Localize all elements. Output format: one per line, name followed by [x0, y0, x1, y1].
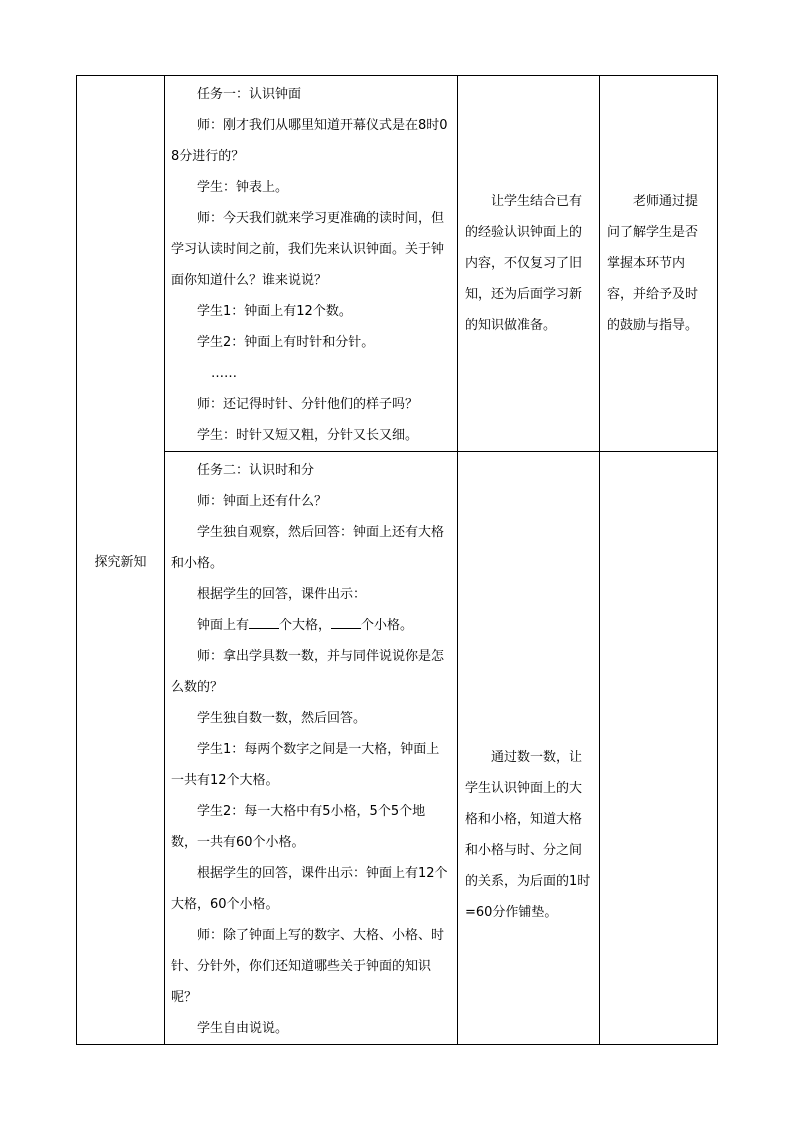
fill-text-3: 个小格。 [361, 618, 414, 633]
task2-line: 师：除了钟面上写的数字、大格、小格、时针、分针外，你们还知道哪些关于钟面的知识呢？ [171, 928, 445, 1005]
task1-content-cell [165, 76, 458, 452]
task1-line: 学生2：钟面上有时针和分针。 [197, 335, 375, 350]
task1-ellipsis: …… [211, 366, 237, 381]
task1-intent: 让学生结合已有的经验认识钟面上的内容，不仅复习了旧知，还为后面学习新的知识做准备。 [465, 194, 583, 333]
task1-intent-cell [458, 76, 600, 452]
lesson-plan-table [76, 75, 718, 1045]
task2-line: 师：钟面上还有什么？ [197, 494, 328, 509]
task2-fill-line [171, 610, 451, 641]
stage-label: 探究新知 [94, 554, 147, 570]
fill-blank-small [331, 616, 361, 629]
task1-row [77, 76, 718, 452]
fill-blank-big [249, 616, 279, 629]
task1-line: 学生：钟表上。 [197, 180, 289, 195]
fill-text-2: 个大格， [279, 618, 332, 633]
task1-line: 师：刚才我们从哪里知道开幕仪式是在8时08分进行的？ [171, 118, 448, 164]
task2-line: 学生1：每两个数字之间是一大格，钟面上一共有12个大格。 [171, 742, 440, 788]
task2-line: 根据学生的回答，课件出示： [197, 587, 367, 602]
task1-line: 师：今天我们就来学习更准确的读时间，但学习认读时间之前，我们先来认识钟面。关于钟面你知道什么？谁来说说？ [171, 211, 445, 288]
task1-assessment: 老师通过提问了解学生是否掌握本环节内容，并给予及时的鼓励与指导。 [607, 194, 699, 333]
task2-line: 学生独自数一数，然后回答。 [197, 711, 367, 726]
task2-line: 师：拿出学具数一数，并与同伴说说你是怎么数的？ [171, 649, 445, 695]
task2-intent: 通过数一数，让学生认识钟面上的大格和小格，知道大格和小格与时、分之间的关系，为后面的1时=60分作铺垫。 [465, 750, 591, 920]
task2-line: 学生自由说说。 [197, 1021, 289, 1036]
task1-line: 学生：时针又短又粗，分针又长又细。 [197, 428, 419, 443]
task1-title: 任务一：认识钟面 [197, 87, 302, 102]
task2-assessment-cell [600, 452, 718, 1045]
task1-assessment-cell [600, 76, 718, 452]
task2-intent-cell [458, 452, 600, 1045]
task2-row [77, 452, 718, 1045]
task1-line: 学生1：钟面上有12个数。 [197, 304, 352, 319]
fill-text-1: 钟面上有 [197, 618, 250, 633]
task2-title: 任务二：认识时和分 [197, 463, 315, 478]
task2-content-cell [165, 452, 458, 1045]
stage-cell [77, 76, 165, 1045]
task2-line: 根据学生的回答，课件出示：钟面上有12个大格，60个小格。 [171, 866, 448, 912]
task2-line: 学生2：每一大格中有5小格，5个5个地数，一共有60个小格。 [171, 804, 426, 850]
task1-line: 师：还记得时针、分针他们的样子吗？ [197, 397, 419, 412]
task2-line: 学生独自观察，然后回答：钟面上还有大格和小格。 [171, 525, 445, 571]
